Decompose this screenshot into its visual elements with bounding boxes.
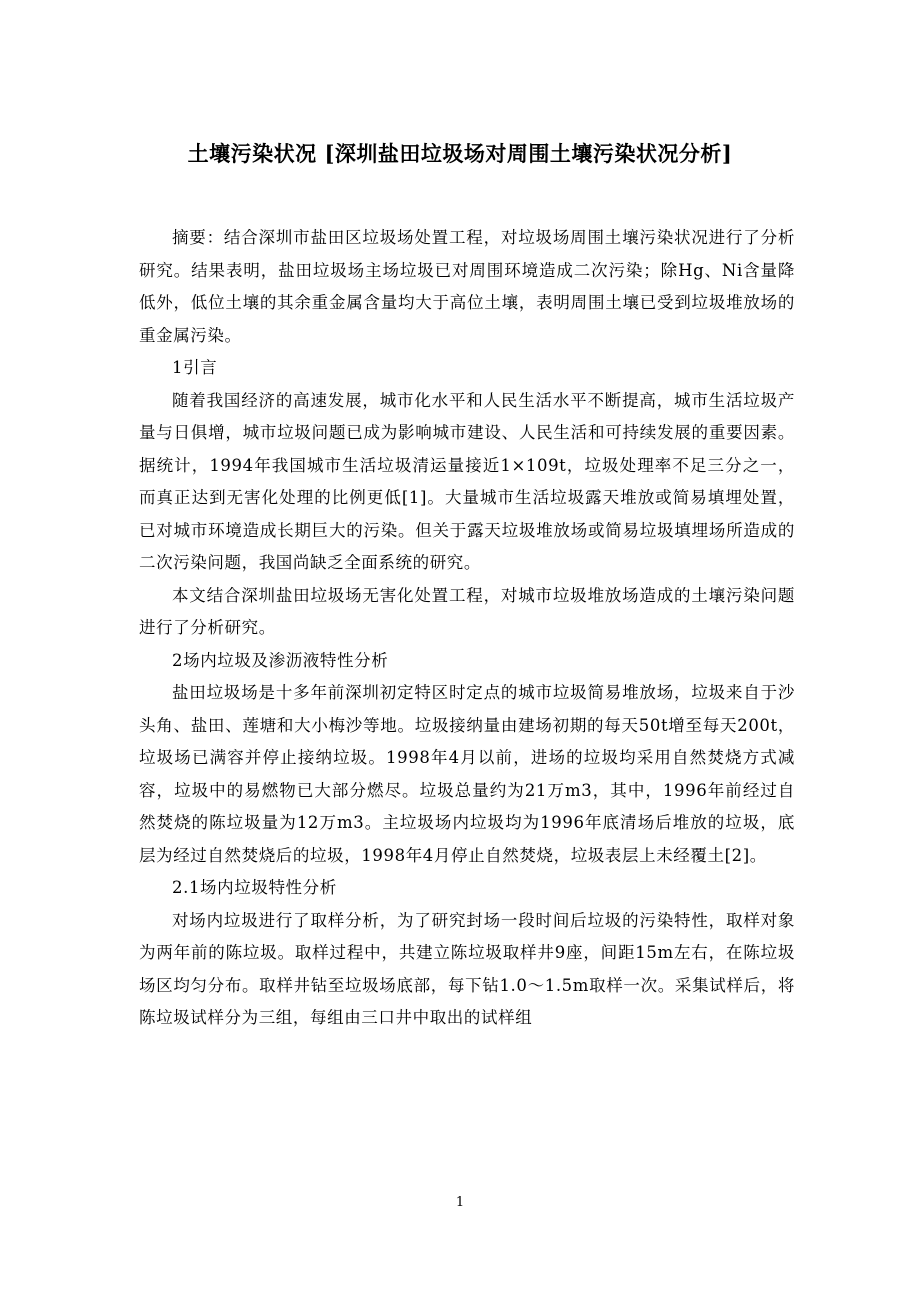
section-heading-introduction: 1引言 <box>172 358 218 377</box>
abstract-paragraph: 摘要：结合深圳市盐田区垃圾场处置工程，对垃圾场周围土壤污染状况进行了分析研究。结果表明，盐田垃圾场主场垃圾已对周围环境造成二次污染；除Hg、Ni含量降低外，低位土壤的其余重金属含量均大于高位土壤，表明周围土壤已受到垃圾堆放场的重金属污染。 <box>139 228 795 345</box>
page-number: 1 <box>455 1195 465 1210</box>
sampling-paragraph: 对场内垃圾进行了取样分析，为了研究封场一段时间后垃圾的污染特性，取样对象为两年前的陈垃圾。取样过程中，共建立陈垃圾取样井9座，间距15m左右，在陈垃圾场区均匀分布。取样井钻至垃圾场底部，每下钻1.0～1.5m取样一次。采集试样后，将陈垃圾试样分为三组，每组由三口井中取出的试样组 <box>139 910 795 1027</box>
document-body <box>139 222 795 1035</box>
introduction-paragraph: 随着我国经济的高速发展，城市化水平和人民生活水平不断提高，城市生活垃圾产量与日俱增，城市垃圾问题已成为影响城市建设、人民生活和可持续发展的重要因素。据统计，1994年我国城市生活垃圾清运量接近1×109t，垃圾处理率不足三分之一，而真正达到无害化处理的比例更低[1]。大量城市生活垃圾露天堆放或简易填埋处置，已对城市环境造成长期巨大的污染。但关于露天垃圾堆放场或简易垃圾填埋场所造成的二次污染问题，我国尚缺乏全面系统的研究。 <box>139 390 795 572</box>
landfill-description-paragraph: 盐田垃圾场是十多年前深圳初定特区时定点的城市垃圾简易堆放场，垃圾来自于沙头角、盐田、莲塘和大小梅沙等地。垃圾接纳量由建场初期的每天50t增至每天200t，垃圾场已满容并停止接纳垃圾。1998年4月以前，进场的垃圾均采用自然焚烧方式减容，垃圾中的易燃物已大部分燃尽。垃圾总量约为21万m3，其中，1996年前经过自然焚烧的陈垃圾量为12万m3。主垃圾场内垃圾均为1996年底清场后堆放的垃圾，底层为经过自然焚烧后的垃圾，1998年4月停止自然焚烧，垃圾表层上未经覆土[2]。 <box>139 683 795 865</box>
section-heading-waste-analysis: 2场内垃圾及渗沥液特性分析 <box>172 650 389 670</box>
subsection-heading-waste-characteristics: 2.1场内垃圾特性分析 <box>172 878 337 897</box>
purpose-paragraph: 本文结合深圳盐田垃圾场无害化处置工程，对城市垃圾堆放场造成的土壤污染问题进行了分析研究。 <box>139 585 795 637</box>
document-title: 土壤污染状况 [深圳盐田垃圾场对周围土壤污染状况分析] <box>187 141 733 166</box>
